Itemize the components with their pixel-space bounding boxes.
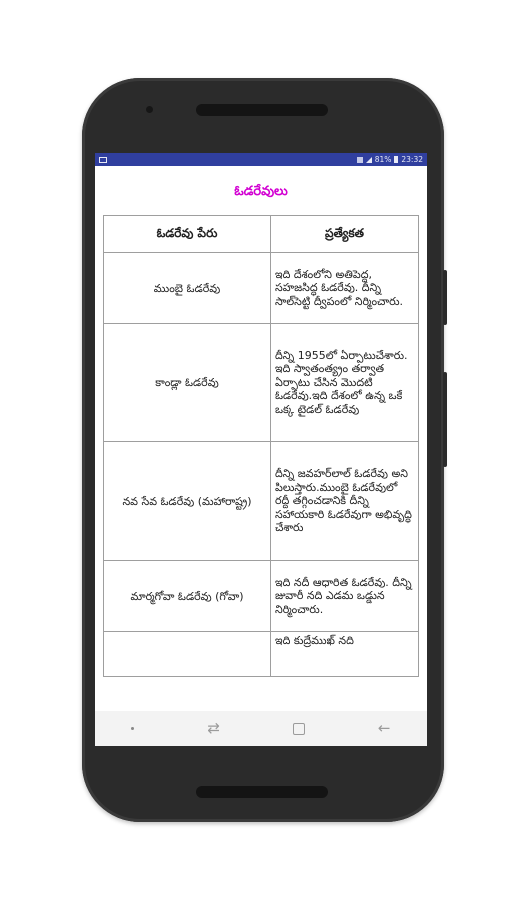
table-row <box>104 442 419 561</box>
port-detail-cell: ఇది నదీ ఆధారిత ఓడరేవు. దీన్ని జువారీ నది ఎడమ ఒడ్డున నిర్మించారు. <box>271 561 419 632</box>
volume-button[interactable] <box>443 372 447 467</box>
port-name-cell: ముంబై ఓడరేవు <box>104 253 271 324</box>
battery-percent: 81% <box>374 155 392 164</box>
front-camera <box>146 106 153 113</box>
port-detail-cell: ఇది దేశంలోని అతిపెద్ద, సహజసిద్ధ ఓడరేవు. దీన్ని సాల్‌సెట్టి ద్వీపంలో నిర్మించారు. <box>271 253 419 324</box>
port-name-cell <box>104 632 271 677</box>
table-row <box>104 324 419 442</box>
bottom-speaker <box>196 786 328 798</box>
port-name-cell: మార్మగోవా ఓడరేవు (గోవా) <box>104 561 271 632</box>
back-arrow-icon[interactable]: ← <box>377 719 391 737</box>
port-detail-cell: దీన్ని జవహర్‌లాల్ ఓడరేవు అని పిలుస్తారు.ముంబై ఓడరేవులో రద్దీ తగ్గించడానికి దీన్ని సహాయకారి ఓడరేవుగా అభివృద్ధి చేశారు <box>271 442 419 561</box>
dot-icon[interactable] <box>131 727 134 730</box>
status-right <box>357 155 423 164</box>
table-header-row <box>104 216 419 253</box>
port-name-cell: నవ సేవ ఓడరేవు (మహారాష్ట్ర) <box>104 442 271 561</box>
status-bar <box>95 153 427 166</box>
header-port-name: ఓడరేవు పేరు <box>104 216 271 253</box>
port-name-cell: కాండ్లా ఓడరేవు <box>104 324 271 442</box>
table-row <box>104 561 419 632</box>
recents-icon[interactable]: ⇄ <box>207 719 220 737</box>
content-area[interactable] <box>95 166 427 711</box>
power-button[interactable] <box>443 270 447 325</box>
top-speaker <box>196 104 328 116</box>
battery-icon <box>394 156 398 163</box>
signal-icon <box>366 157 372 163</box>
port-detail-cell: ఇది కుద్రేముఖ్ నది <box>271 632 419 677</box>
page-title: ఓడరేవులు <box>234 184 288 199</box>
ports-table <box>103 215 419 677</box>
navigation-bar <box>95 711 427 746</box>
table-row <box>104 253 419 324</box>
port-detail-cell: దీన్ని 1955లో ఏర్పాటుచేశారు. ఇది స్వాతంత్య్రం తర్వాత ఏర్పాటు చేసిన మొదటి ఓడరేవు.ఇది దేశంలో ఉన్న ఒకే ఒక్క టైడల్ ఓడరేవు <box>271 324 419 442</box>
header-specialty: ప్రత్యేకత <box>271 216 419 253</box>
phone-screen <box>95 153 427 746</box>
image-icon <box>99 157 107 163</box>
table-row <box>104 632 419 677</box>
home-button-icon[interactable] <box>293 723 305 735</box>
status-time: 23:32 <box>401 155 423 164</box>
sim-icon <box>357 157 363 163</box>
status-left <box>99 157 107 163</box>
